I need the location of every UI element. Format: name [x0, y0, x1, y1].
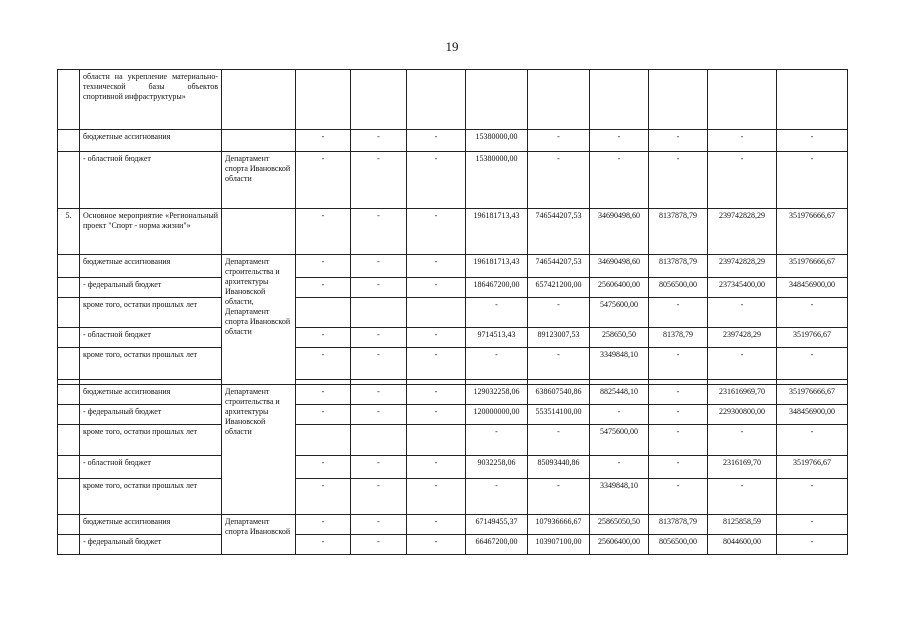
executor-cell: Департамент строительства и архитектуры Ивановской области, Департамент спорта Ивановской области [222, 255, 296, 385]
value-cell: 5475600,00 [590, 425, 649, 456]
value-cell: 67149455,37 [466, 515, 528, 535]
table-row: - областной бюджет Департамент спорта Ивановской области - - - 15380000,00 - - - - - [58, 152, 848, 209]
value-cell: 85093440,86 [528, 456, 590, 479]
value-cell: 8825448,10 [590, 385, 649, 405]
value-cell: 8056500,00 [649, 278, 708, 298]
value-cell: 239742828,29 [708, 209, 777, 255]
value-cell: 348456900,00 [777, 405, 848, 425]
value-cell: 34690498,60 [590, 209, 649, 255]
value-cell: 746544207,53 [528, 255, 590, 278]
value-cell: 3349848,10 [590, 479, 649, 515]
table-row [58, 70, 848, 130]
value-cell: 196181713,43 [466, 209, 528, 255]
value-cell: 15380000,00 [466, 130, 528, 152]
table-row: кроме того, остатки прошлых лет - - - - - 3349848,10 - - - [58, 479, 848, 515]
value-cell: 8137878,79 [649, 515, 708, 535]
executor-cell: Департамент строительства и архитектуры Ивановской области [222, 385, 296, 515]
table-row: бюджетные ассигнования - - - 15380000,00 - - - - - [58, 130, 848, 152]
table-row: - областной бюджет - - - 9714513,43 89123007,53 258650,50 81378,79 2397428,29 3519766,67 [58, 328, 848, 348]
value-cell: 81378,79 [649, 328, 708, 348]
value-cell: 120000000,00 [466, 405, 528, 425]
page-number: 19 [445, 39, 459, 54]
value-cell: 351976666,67 [777, 385, 848, 405]
row-description: Основное мероприятие «Региональный проект "Спорт - норма жизни"» [80, 209, 222, 255]
value-cell: 25606400,00 [590, 535, 649, 555]
budget-table [57, 69, 848, 555]
value-cell: 9714513,43 [466, 328, 528, 348]
value-cell: 129032258,06 [466, 385, 528, 405]
value-cell: 9032258,06 [466, 456, 528, 479]
value-cell: 8056500,00 [649, 535, 708, 555]
value-cell: 348456900,00 [777, 278, 848, 298]
value-cell: 3349848,10 [590, 348, 649, 380]
value-cell: 89123007,53 [528, 328, 590, 348]
value-cell: 5475600,00 [590, 298, 649, 328]
row-index [58, 70, 80, 130]
value-cell: 229300800,00 [708, 405, 777, 425]
value-cell: 8137878,79 [649, 209, 708, 255]
value-cell: 103907100,00 [528, 535, 590, 555]
value-cell: 231616969,70 [708, 385, 777, 405]
value-cell: 3519766,67 [777, 328, 848, 348]
value-cell: 8044600,00 [708, 535, 777, 555]
value-cell: 25606400,00 [590, 278, 649, 298]
row-description: областн на укрепление материально-технической базы объектов спортивной инфраструктуры» [80, 70, 222, 130]
value-cell: 25865050,50 [590, 515, 649, 535]
value-cell: 3519766,67 [777, 456, 848, 479]
value-cell: 8137878,79 [649, 255, 708, 278]
value-cell: 746544207,53 [528, 209, 590, 255]
table-row: бюджетные ассигнования Департамент строительства и архитектуры Ивановской области, Департамент спорта Ивановской области - - - 196181713,43 746544207,53 34690498,60 8137878,79 239742828,29 351976666,67 [58, 255, 848, 278]
value-cell: 196181713,43 [466, 255, 528, 278]
table-row: бюджетные ассигнования Департамент спорта Ивановской - - - 67149455,37 107936666,67 25865050,50 8137878,79 8125858,59 - [58, 515, 848, 535]
value-cell: 34690498,60 [590, 255, 649, 278]
row-index: 5. [58, 209, 80, 255]
value-cell: 15380000,00 [466, 152, 528, 209]
value-cell: 66467200,00 [466, 535, 528, 555]
value-cell: 553514100,00 [528, 405, 590, 425]
row-description: - областной бюджет [80, 152, 222, 209]
value-cell: 351976666,67 [777, 209, 848, 255]
table-row: кроме того, остатки прошлых лет - - 5475600,00 - - - [58, 425, 848, 456]
executor-cell: Департамент спорта Ивановской [222, 515, 296, 555]
table-row: - федеральный бюджет - - - 186467200,00 657421200,00 25606400,00 8056500,00 237345400,00 348456900,00 [58, 278, 848, 298]
value-cell: 2316169,70 [708, 456, 777, 479]
table-row: бюджетные ассигнования Департамент строительства и архитектуры Ивановской области - - - 129032258,06 638607540,86 8825448,10 - 231616969,70 351976666,67 [58, 385, 848, 405]
value-cell: 239742828,29 [708, 255, 777, 278]
value-cell: 638607540,86 [528, 385, 590, 405]
table-row: - федеральный бюджет - - - 120000000,00 553514100,00 - - 229300800,00 348456900,00 [58, 405, 848, 425]
row-description: бюджетные ассигнования [80, 130, 222, 152]
table-row: кроме того, остатки прошлых лет - - - - - 3349848,10 - - - [58, 348, 848, 380]
value-cell: 8125858,59 [708, 515, 777, 535]
table-row: 5. Основное мероприятие «Региональный проект "Спорт - норма жизни"» - - - 196181713,43 746544207,53 34690498,60 8137878,79 239742828,29 351976666,67 [58, 209, 848, 255]
value-cell: 258650,50 [590, 328, 649, 348]
value-cell: - [649, 385, 708, 405]
table-row: - федеральный бюджет - - - 66467200,00 103907100,00 25606400,00 8056500,00 8044600,00 - [58, 535, 848, 555]
value-cell: 186467200,00 [466, 278, 528, 298]
value-cell: 107936666,67 [528, 515, 590, 535]
executor-cell: Департамент спорта Ивановской области [222, 152, 296, 209]
table-row: - областной бюджет - - - 9032258,06 85093440,86 - - 2316169,70 3519766,67 [58, 456, 848, 479]
value-cell: 2397428,29 [708, 328, 777, 348]
value-cell: 657421200,00 [528, 278, 590, 298]
value-cell: 351976666,67 [777, 255, 848, 278]
value-cell: 237345400,00 [708, 278, 777, 298]
table-row: кроме того, остатки прошлых лет - - 5475600,00 - - - [58, 298, 848, 328]
